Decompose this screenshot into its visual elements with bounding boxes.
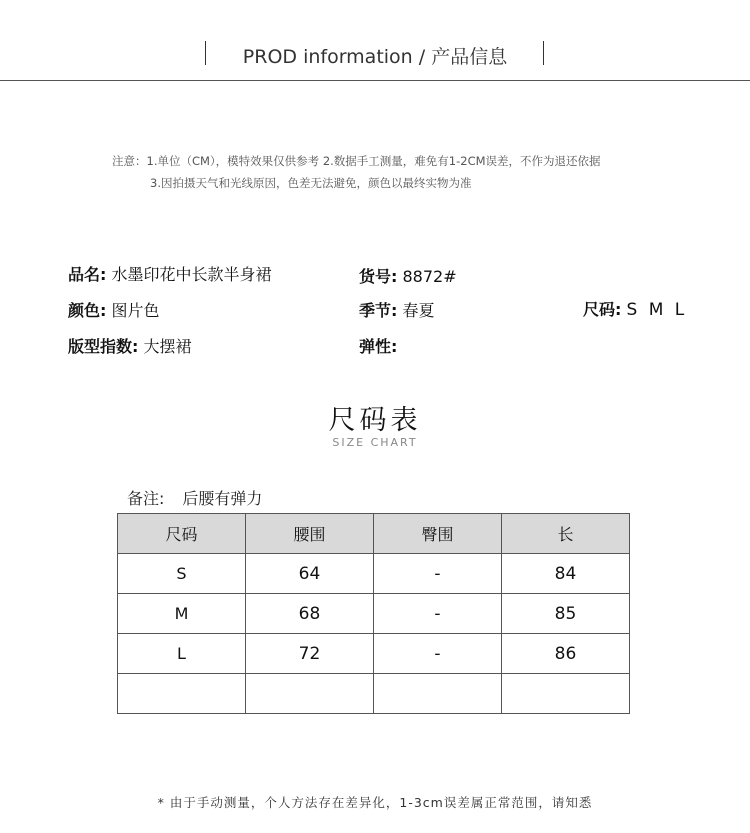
- product-name-label: 品名:: [68, 265, 107, 284]
- cell-hip: -: [374, 634, 502, 674]
- product-elastic-field: [359, 334, 397, 357]
- cell-waist: [246, 674, 374, 714]
- section-title: PROD information / 产品信息: [242, 46, 508, 68]
- size-table: [117, 513, 630, 714]
- header-left-bar: [205, 41, 206, 65]
- product-color-value: 图片色: [111, 301, 160, 320]
- remark-label: 备注:: [127, 489, 165, 508]
- cell-waist: 68: [246, 594, 374, 634]
- cell-waist: 72: [246, 634, 374, 674]
- product-size-label: 尺码:: [583, 300, 622, 319]
- cell-size: M: [118, 594, 246, 634]
- product-fit-field: [68, 334, 192, 357]
- product-season-label: 季节:: [359, 301, 398, 320]
- cell-length: 85: [502, 594, 630, 634]
- size-chart-subtitle: SIZE CHART: [332, 436, 418, 449]
- cell-size: [118, 674, 246, 714]
- product-fit-value: 大摆裙: [143, 337, 192, 356]
- header-divider: [0, 80, 750, 81]
- cell-length: [502, 674, 630, 714]
- table-header-row: [118, 514, 630, 554]
- product-season-field: [359, 298, 435, 321]
- product-sku-field: [359, 264, 457, 287]
- product-color-field: [68, 298, 160, 321]
- cell-hip: [374, 674, 502, 714]
- product-fit-label: 版型指数:: [68, 337, 139, 356]
- cell-hip: -: [374, 554, 502, 594]
- product-season-value: 春夏: [402, 301, 435, 320]
- header-right-bar: [543, 41, 544, 65]
- product-name-field: [68, 262, 272, 285]
- table-row: [118, 554, 630, 594]
- note-line-1: 注意：1.单位（CM），模特效果仅供参考 2.数据手工测量，难免有1-2CM误差，不作为退还依据: [112, 154, 601, 168]
- cell-size: S: [118, 554, 246, 594]
- cell-length: 86: [502, 634, 630, 674]
- product-name-value: 水墨印花中长款半身裙: [111, 265, 272, 284]
- table-row: [118, 594, 630, 634]
- header-size: 尺码: [118, 514, 246, 554]
- cell-hip: -: [374, 594, 502, 634]
- cell-size: L: [118, 634, 246, 674]
- size-chart-remark: [127, 486, 262, 509]
- table-row: [118, 634, 630, 674]
- product-color-label: 颜色:: [68, 301, 107, 320]
- note-line-2: 3.因拍摄天气和光线原因，色差无法避免，颜色以最终实物为准: [150, 176, 472, 190]
- header-hip: 臀围: [374, 514, 502, 554]
- product-size-value: S M L: [626, 300, 688, 320]
- remark-value: 后腰有弹力: [182, 489, 263, 508]
- cell-waist: 64: [246, 554, 374, 594]
- product-sku-label: 货号:: [359, 267, 398, 286]
- measurement-footnote: * 由于手动测量，个人方法存在差异化，1-3cm误差属正常范围，请知悉: [157, 795, 593, 810]
- product-sku-value: 8872#: [402, 267, 457, 286]
- table-row: [118, 674, 630, 714]
- size-chart-title: 尺码表: [328, 405, 422, 436]
- cell-length: 84: [502, 554, 630, 594]
- product-size-field: [583, 297, 687, 320]
- header-length: 长: [502, 514, 630, 554]
- product-elastic-label: 弹性:: [359, 337, 398, 356]
- notes-block: [112, 150, 601, 194]
- header-waist: 腰围: [246, 514, 374, 554]
